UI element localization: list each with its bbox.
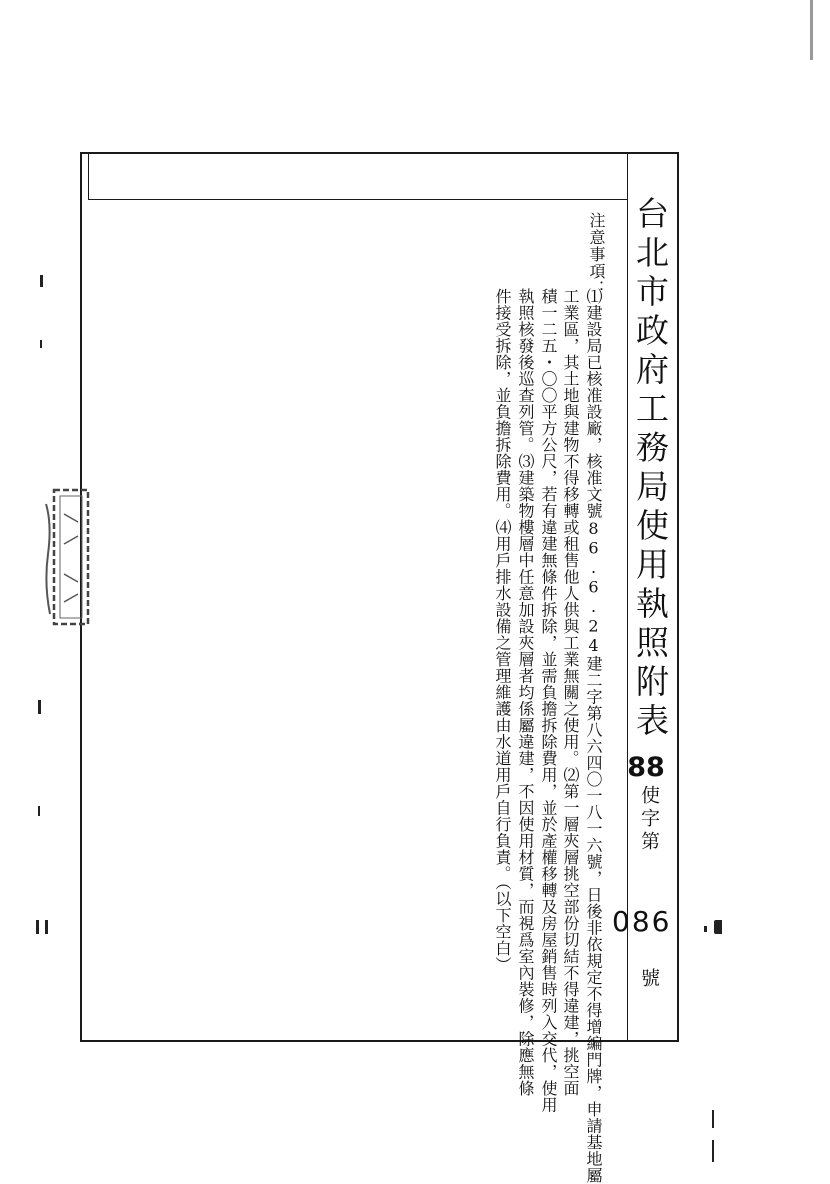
scan-mark xyxy=(45,920,48,934)
form-title: 台北市政府工務局使用執照附表 xyxy=(631,196,670,742)
header-rule xyxy=(88,199,628,200)
scan-mark xyxy=(40,340,42,348)
scan-mark xyxy=(36,920,39,934)
note-line: 件接受拆除，並負擔拆除費用。⑷用戶排水設備之管理維護由水道用戶自行負責。（以下空白） xyxy=(493,288,512,973)
permit-number: 086 xyxy=(612,905,672,938)
header-left-rule xyxy=(88,152,89,200)
scan-mark xyxy=(38,700,41,714)
note-line: 執照核發後巡查列管。⑶建築物樓層中任意加設夾層者均係屬違建，不因使用材質，而視爲室內裝修，除應無條 xyxy=(516,288,535,1097)
scan-mark xyxy=(38,806,40,816)
scan-mark xyxy=(712,1140,714,1162)
official-seal-stamp xyxy=(42,484,92,632)
permit-suffix: 號 xyxy=(638,968,660,987)
permit-word: 使字第 xyxy=(638,785,660,854)
scan-mark xyxy=(810,0,813,60)
scan-mark xyxy=(714,920,722,934)
scan-mark xyxy=(712,1110,714,1128)
note-line: 工業區，其土地與建物不得移轉或租售他人供與工業無關之使用。⑵第一層夾層挑空部份切結不得違建，挑空面 xyxy=(561,288,580,1097)
scan-mark xyxy=(40,275,43,287)
permit-year: 88 xyxy=(627,752,665,783)
notes-label: 注意事項： xyxy=(587,212,606,297)
note-line: 積一二五・〇〇平方公尺，若有違建無條件拆除，並需負擔拆除費用，並於產權移轉及房屋銷售時列入交代，使用 xyxy=(539,288,558,1113)
note-line: ⑴建設局已核准設廠，核准文號86.6.24建二字第八六四〇一八一六號，日後非依規定不得增編門牌，申請基地屬 xyxy=(584,288,603,1184)
scan-mark xyxy=(704,926,707,932)
